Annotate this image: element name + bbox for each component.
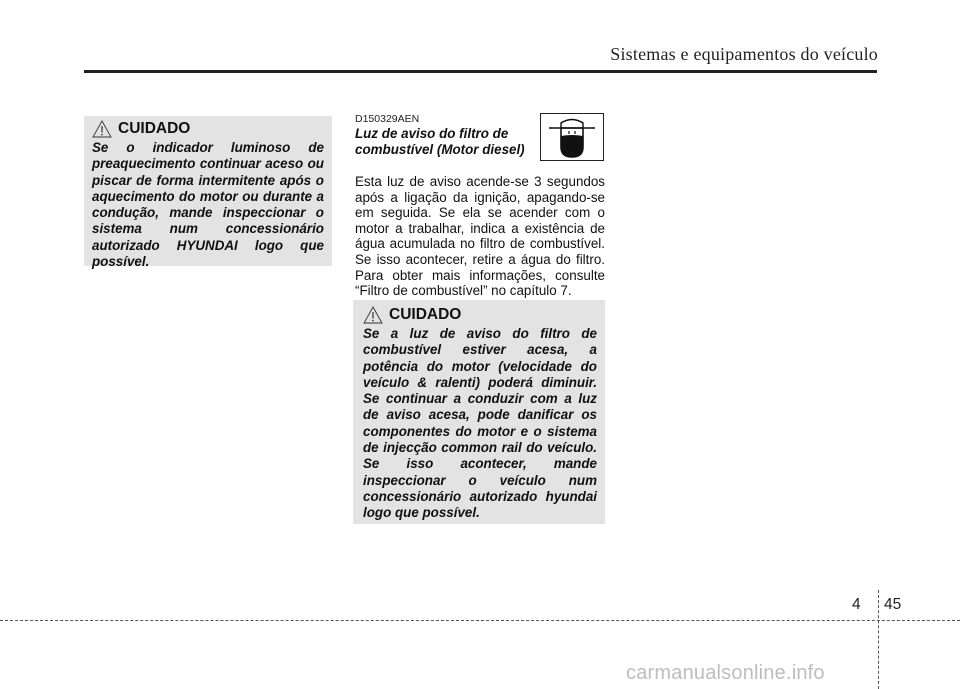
caution-box-left (84, 116, 332, 270)
footer-rule (0, 620, 960, 621)
caution-header (92, 120, 324, 138)
watermark: carmanualsonline.info (626, 662, 825, 684)
fuel-filter-warning-icon (541, 114, 603, 160)
caution-title: CUIDADO (118, 120, 191, 137)
fuel-filter-warning-icon-frame (540, 113, 604, 161)
page-number: 45 (884, 596, 902, 613)
section-title: Luz de aviso do filtro de combustível (Motor diesel) (355, 126, 525, 157)
caution-text: Se a luz de aviso do filtro de combustível estiver acesa, a potência do motor (velocidade do veículo & ralenti) poderá diminuir. Se continuar a conduzir com a luz de aviso acesa, pode danificar os componentes do motor e o sistema de injecção common rail do veículo. Se isso acontecer, mande inspeccionar o veículo num concessionário autorizado hyundai logo que possível. (363, 326, 597, 521)
warning-triangle-icon (363, 306, 383, 324)
section-body: Esta luz de aviso acende-se 3 segundos após a ligação da ignição, apagando-se em seguida. Se ela se acender com o motor a trabalhar, indica a existência de água acumulada no filtro de combustível. Se isso acontecer, retire a água do filtro. Para obter mais informações, consulte “Filtro de combustível” no capítulo 7. (355, 174, 605, 299)
caution-text: Se o indicador luminoso de preaquecimento continuar aceso ou piscar de forma intermitente após o aquecimento do motor ou durante a condução, mande inspeccionar o sistema num concessionário autorizado HYUNDAI logo que possível. (92, 140, 324, 270)
header-title: Sistemas e equipamentos do veículo (610, 44, 878, 64)
warning-triangle-icon (92, 120, 112, 138)
caution-title: CUIDADO (389, 306, 462, 323)
header-rule (84, 70, 877, 73)
chapter-number: 4 (852, 596, 861, 613)
caution-header (363, 306, 597, 324)
section-code: D150329AEN (355, 113, 420, 125)
footer-divider (878, 590, 879, 689)
caution-box-right (353, 300, 605, 524)
